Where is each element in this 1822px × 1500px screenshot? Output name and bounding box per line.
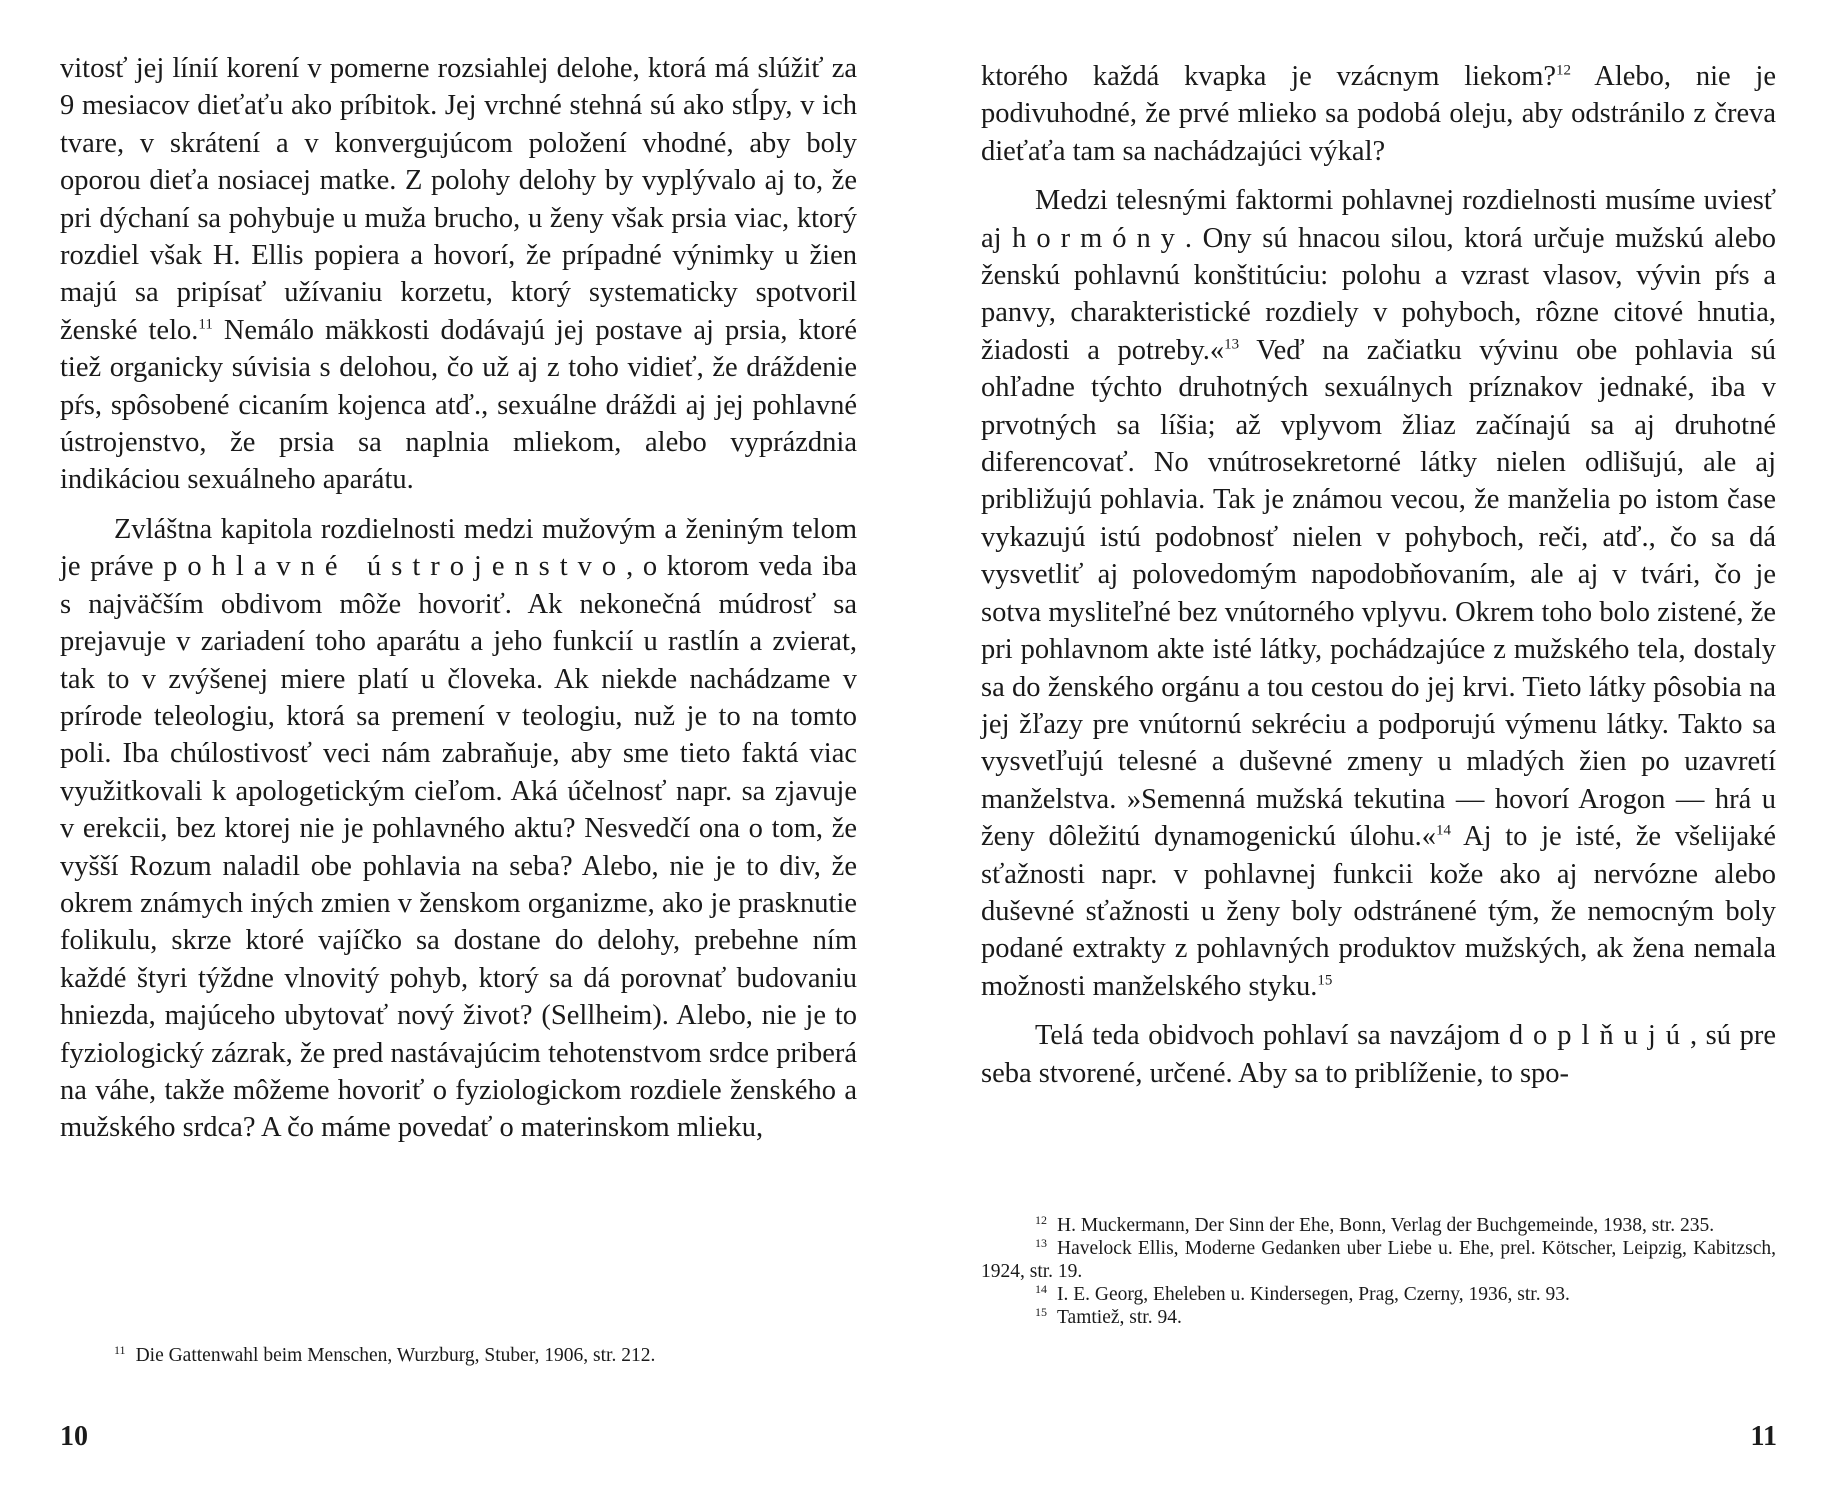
footnote	[981, 1306, 1776, 1329]
left-footnotes	[60, 1344, 857, 1367]
page-number: 11	[1750, 1421, 1777, 1452]
footnote	[981, 1283, 1776, 1306]
page-number: 10	[60, 1421, 88, 1452]
left-page-body	[60, 50, 857, 1147]
footnote	[60, 1344, 857, 1367]
paragraph-text: Medzi telesnými faktormi pohlavnej rozdielnosti musíme uviesť aj	[981, 185, 1776, 254]
right-page-body	[981, 58, 1776, 1092]
footnote	[981, 1214, 1776, 1237]
paragraph-text: , o ktorom veda iba s najväčším obdivom môže hovoriť. Ak nekonečná múdrosť sa prejavuje v zariadení toho aparátu a jeho funkcií u rastlín a zvierat, tak to v zvýšenej miere platí u človeka. Ak niekde nachádzame v prírode teleologiu, ktorá sa premení v teologiu, nuž je to na tomto poli. Iba chúlostivosť veci nám zabraňuje, aby sme tieto faktá viac využitkovali k apologetickým cieľom. Aká účelnosť napr. sa zjavuje v erekcii, bez ktorej nie je pohlavného aktu? Nesvedčí ona o tom, že vyšší Rozum naladil obe pohlavia na seba? Alebo, nie je to div, že okrem známych iných zmien v ženskom organizme, ako je prasknutie folikulu, skrze ktoré vajíčko sa dostane do delohy, prebehne ním každé štyri týždne vlnovitý pohyb, ktorý sa dá porovnať budovaniu hniezda, majúceho ubytovať nový život? (Sellheim). Alebo, nie je to fyziologický zázrak, že pred nastávajúcim tehotenstvom srdce priberá na váhe, takže môžeme hovoriť o fyziologickom rozdiele ženského a mužského srdca? A čo máme povedať o materinskom mlieku,	[60, 551, 858, 1144]
emphasis-spaced: hormóny	[1012, 222, 1185, 254]
footnote-ref: 15	[1317, 972, 1333, 989]
paragraph-text: . Ony sú hnacou silou, ktorá určuje mužskú alebo ženskú pohlavnú konštitúciu: polohu a vzrast vlasov, vývin pŕs a panvy, charakteristické rozdiely v pohyboch, rôzne citové hnutia, žiadosti a potreby.«	[981, 222, 1777, 366]
right-footnotes	[981, 1214, 1776, 1329]
emphasis-spaced: pohlavné ústrojenstvo	[163, 551, 627, 583]
paragraph	[981, 58, 1776, 170]
footnote-text: I. E. Georg, Eheleben u. Kindersegen, Prag, Czerny, 1936, str. 93.	[1057, 1284, 1570, 1305]
footnote-text: Die Gattenwahl beim Menschen, Wurzburg, Stuber, 1906, str. 212.	[135, 1345, 656, 1366]
paragraph	[981, 182, 1776, 1005]
footnote-number: 11	[114, 1342, 126, 1357]
footnote-ref: 14	[1435, 822, 1451, 839]
emphasis-spaced: doplňujú	[1508, 1020, 1690, 1052]
footnote-ref: 12	[1556, 62, 1572, 79]
footnote-ref: 11	[198, 316, 213, 333]
footnote-text: H. Muckermann, Der Sinn der Ehe, Bonn, Verlag der Buchgemeinde, 1938, str. 235.	[1057, 1215, 1715, 1236]
paragraph	[60, 50, 857, 499]
paragraph	[981, 1017, 1776, 1092]
right-page	[911, 0, 1822, 1500]
paragraph-text: Alebo, nie je podivuhodné, že prvé mlieko sa podobá oleju, aby odstránilo z čreva dieťaťa tam sa nachádzajúci výkal?	[981, 61, 1776, 167]
footnote-number: 12	[1035, 1212, 1047, 1227]
paragraph	[60, 511, 857, 1147]
footnote-ref: 13	[1224, 336, 1240, 353]
paragraph-text: vitosť jej línií korení v pomerne rozsiahlej delohe, ktorá má slúžiť za 9 mesiacov dieťaťu ako príbitok. Jej vrchné stehná sú ako stĺpy, v ich tvare, v skrátení a v konvergujúcom položení vhodné, aby boly oporou dieťa nosiacej matke. Z polohy delohy by vyplývalo aj to, že pri dýchaní sa pohybuje u muža brucho, u ženy však prsia viac, ktorý rozdiel však H. Ellis popiera a hovorí, že prípadné výnimky u žien majú sa pripísať užívaniu korzetu, ktorý systematicky spotvoril ženské telo.	[60, 53, 857, 346]
footnote	[981, 1237, 1776, 1283]
footnote-text: Havelock Ellis, Moderne Gedanken uber Liebe u. Ehe, prel. Kötscher, Leipzig, Kabitzsch, 1924, str. 19.	[981, 1238, 1776, 1282]
paragraph-text: , sú pre seba stvorené, určené. Aby sa to priblíženie, to spo-	[981, 1020, 1777, 1089]
footnote-number: 15	[1035, 1304, 1047, 1319]
paragraph-text: ktorého každá kvapka je vzácnym liekom?	[981, 61, 1557, 92]
paragraph-text: Telá teda obidvoch pohlaví sa navzájom	[1035, 1020, 1501, 1052]
paragraph-text: Nemálo mäkkosti dodávajú jej postave aj prsia, ktoré tiež organicky súvisia s delohou, čo už aj z toho vidieť, že dráždenie pŕs, spôsobené cicaním kojenca atď., sexuálne dráždi aj jej pohlavné ústrojenstvo, že prsia sa naplnia mliekom, alebo vyprázdnia indikáciou sexuálneho aparátu.	[60, 314, 857, 496]
paragraph-text: Aj to je isté, že všelijaké sťažnosti napr. v pohlavnej funkcii kože ako aj nervózne alebo duševné sťažnosti u ženy boly odstránené tým, že nemocným boly podané extrakty z pohlavných produktov mužských, ak žena nemala možnosti manželského styku.	[981, 821, 1776, 1002]
footnote-number: 13	[1035, 1235, 1047, 1250]
footnote-number: 14	[1035, 1281, 1047, 1296]
footnote-text: Tamtiež, str. 94.	[1057, 1307, 1182, 1328]
paragraph-text: Zvláštna kapitola rozdielnosti medzi mužovým a ženiným telom je práve	[60, 513, 857, 583]
paragraph-text: Veď na začiatku vývinu obe pohlavia sú ohľadne týchto druhotných sexuálnych príznakov jednaké, iba v prvotných sa líšia; až vplyvom žliaz začínajú sa aj druhotné diferencovať. No vnútrosekretorné látky nielen odlišujú, ale aj približujú pohlavia. Tak je známou vecou, že manželia po istom čase vykazujú istú podobnosť nielen v pohyboch, reči, atď., čo sa dá vysvetliť aj polovedomým napodobňovaním, ale aj v tvári, čo je sotva mysliteľné bez vnútorného vplyvu. Okrem toho bolo zistené, že pri pohlavnom akte isté látky, pochádzajúce z mužského tela, dostaly sa do ženského orgánu a tou cestou do jej krvi. Tieto látky pôsobia na jej žľazy pre vnútornú sekréciu a podporujú výmenu látky. Takto sa vysvetľujú telesné a duševné zmeny u mladých žien po uzavretí manželstva. »Semenná mužská tekutina — hovorí Arogon — hrá u ženy dôležitú dynamogenickú úlohu.«	[981, 334, 1776, 853]
